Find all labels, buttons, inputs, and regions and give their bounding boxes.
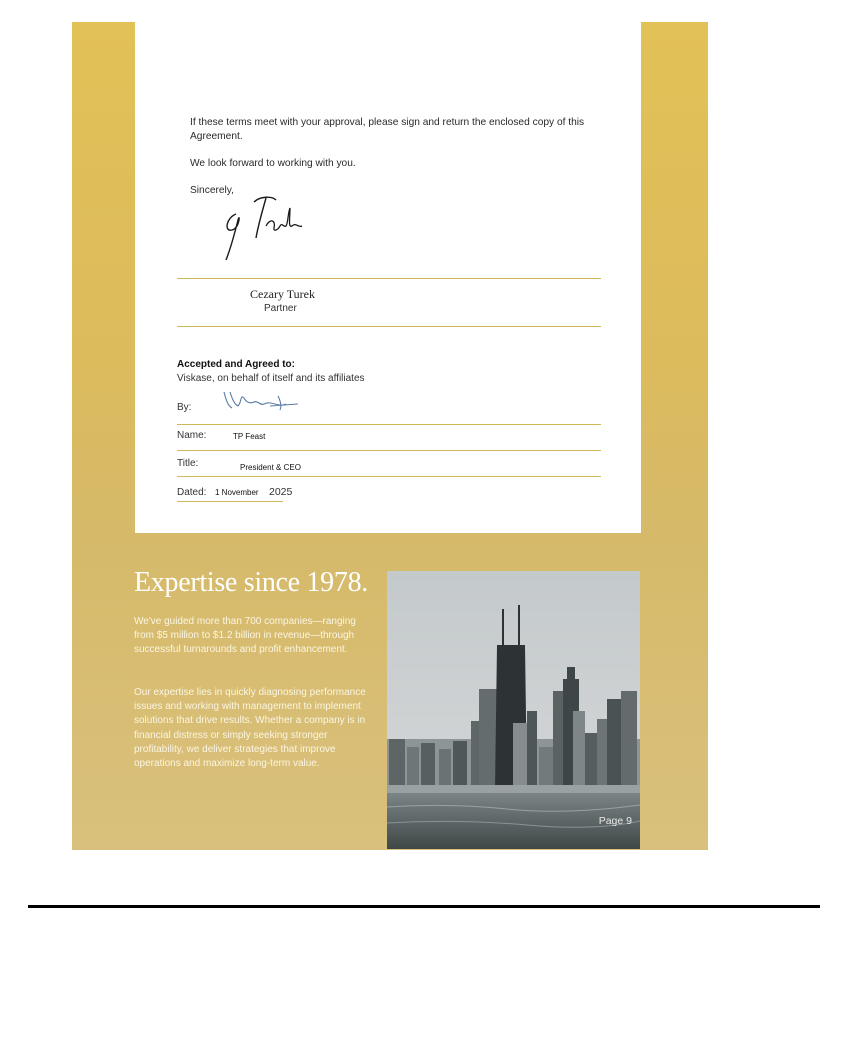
dated-label: Dated:: [177, 487, 207, 498]
promo-paragraph-1: We've guided more than 700 companies—ranging from $5 million to $1.2 billion in revenue—through successful turnarounds and profit enhancement.: [134, 616, 356, 656]
page-number: Page 9: [598, 815, 632, 827]
signature-icon: [218, 192, 310, 264]
dated-year: 2025: [269, 486, 293, 498]
title-label: Title:: [177, 458, 199, 469]
skyline-illustration: [387, 571, 640, 849]
signature-rule-top: [177, 278, 601, 279]
countersignature-icon: [220, 388, 302, 414]
dated-value: 1 November: [215, 488, 259, 497]
by-rule: [177, 424, 601, 425]
signer-title: Partner: [264, 303, 297, 314]
title-value: President & CEO: [240, 463, 301, 472]
promo-headline: Expertise since 1978.: [134, 567, 368, 598]
title-rule: [177, 476, 601, 477]
sign-off: Sincerely,: [190, 185, 234, 196]
promo-paragraph-2: Our expertise lies in quickly diagnosing performance issues and working with management to implement solutions that drive results. Whether a company is in financial distress or simply seeking stronger profitability, we deliver strategies that improve operations and maximize long-term value.: [134, 687, 366, 770]
name-rule: [177, 450, 601, 451]
look-forward-line: We look forward to working with you.: [190, 158, 356, 169]
name-value: TP Feast: [233, 432, 266, 441]
signer-name: Cezary Turek: [250, 287, 315, 301]
dated-rule: [177, 501, 283, 502]
city-skyline-photo: [387, 571, 640, 849]
acceptance-heading: Accepted and Agreed to:: [177, 359, 295, 370]
acceptance-party: Viskase, on behalf of itself and its affiliates: [177, 373, 365, 384]
closing-paragraph: If these terms meet with your approval, please sign and return the enclosed copy of this Agreement.: [190, 117, 585, 142]
bottom-divider: [28, 905, 820, 908]
signature-rule-bottom: [177, 326, 601, 327]
by-label: By:: [177, 402, 192, 413]
name-label: Name:: [177, 430, 207, 441]
